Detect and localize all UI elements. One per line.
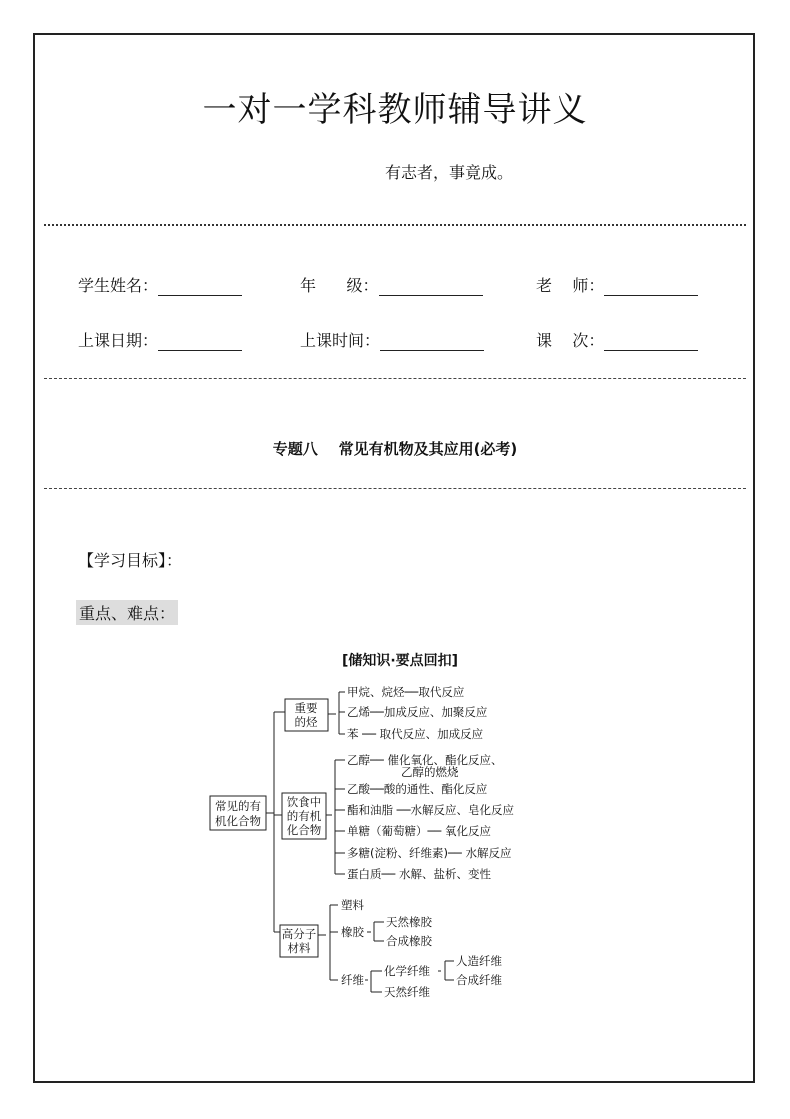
b3-item-synthetic-rubber: 合成橡胶 bbox=[386, 934, 432, 948]
b2-item-polysaccharide: 多糖(淀粉、纤维素)── 水解反应 bbox=[347, 846, 512, 860]
b3-item-artificial-fiber: 人造纤维 bbox=[456, 954, 502, 968]
teacher-label: 老 师： bbox=[536, 276, 605, 295]
diagram-heading: [储知识·要点回扣] bbox=[341, 653, 459, 669]
branch-hydrocarbons-line2: 的烃 bbox=[294, 715, 318, 729]
b3-item-plastic: 塑料 bbox=[341, 898, 364, 912]
branch-polymers-line2: 材料 bbox=[287, 941, 311, 955]
b2-item-acetic-acid: 乙酸──酸的通性、酯化反应 bbox=[347, 782, 488, 796]
grade-label: 年 级： bbox=[300, 276, 379, 295]
b3-item-rubber: 橡胶 bbox=[341, 925, 364, 939]
root-node-line1: 常见的有 bbox=[215, 799, 261, 813]
b2-item-monosaccharide: 单糖（葡萄糖）── 氧化反应 bbox=[347, 824, 492, 838]
topic-title: 专题八 常见有机物及其应用(必考) bbox=[272, 440, 518, 458]
b3-item-chemical-fiber: 化学纤维 bbox=[384, 964, 430, 978]
page-title: 一对一学科教师辅导讲义 bbox=[202, 90, 588, 130]
branch-polymers-line1: 高分子 bbox=[281, 927, 317, 941]
branch-hydrocarbons-line1: 重要 bbox=[294, 701, 318, 715]
b2-item-protein: 蛋白质── 水解、盐析、变性 bbox=[347, 867, 492, 881]
b2-item-ethanol: 乙醇── 催化氧化、酯化反应、 bbox=[347, 753, 503, 767]
b3-item-fiber: 纤维 bbox=[341, 973, 364, 987]
b3-item-natural-fiber: 天然纤维 bbox=[384, 985, 430, 999]
branch-food-line3: 化合物 bbox=[286, 823, 322, 837]
key-points-heading: 重点、难点： bbox=[76, 600, 178, 625]
b1-item-ethylene: 乙烯──加成反应、加聚反应 bbox=[347, 705, 488, 719]
root-node-line2: 机化合物 bbox=[215, 814, 261, 828]
b1-item-benzene: 苯 ── 取代反应、加成反应 bbox=[347, 727, 484, 741]
b3-item-natural-rubber: 天然橡胶 bbox=[386, 915, 432, 929]
branch-food-line1: 饮食中 bbox=[286, 795, 322, 809]
student-name-label: 学生姓名： bbox=[78, 276, 159, 295]
motto: 有志者，事竟成。 bbox=[385, 163, 514, 182]
class-date-label: 上课日期： bbox=[78, 331, 159, 350]
class-time-label: 上课时间： bbox=[300, 331, 381, 350]
learning-objective-heading: 【学习目标】： bbox=[78, 551, 183, 570]
b2-item-ethanol-cont: 乙醇的燃烧 bbox=[401, 765, 459, 779]
b1-item-methane: 甲烷、烷烃──取代反应 bbox=[347, 685, 465, 699]
lesson-no-label: 课 次： bbox=[536, 331, 605, 350]
b3-item-synthetic-fiber: 合成纤维 bbox=[456, 973, 502, 987]
branch-food-line2: 的有机 bbox=[286, 809, 322, 823]
b2-item-esters-fats: 酯和油脂 ──水解反应、皂化反应 bbox=[347, 803, 515, 817]
